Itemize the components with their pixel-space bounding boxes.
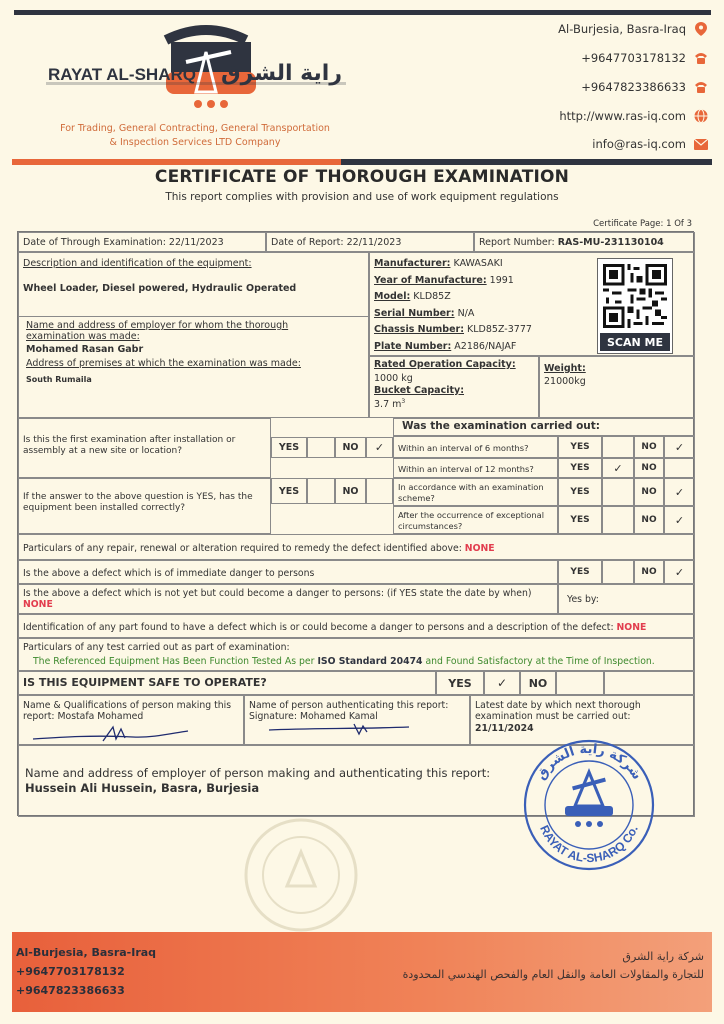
maker-signature (23, 723, 193, 745)
contact-email[interactable]: info@ras-iq.com (592, 137, 708, 151)
auth-employer-label: Name and address of employer of person making and authenticating this report: (25, 766, 491, 780)
premises-label: Address of premises at which the examination was made: (26, 358, 301, 369)
exam-date: Date of Through Examination: 22/11/2023 (18, 232, 266, 252)
footer-contacts (16, 943, 156, 1000)
first-exam-no[interactable]: NO (335, 437, 366, 458)
authenticator-cell (244, 695, 470, 745)
next-exam-label: Latest date by which next thorough examination must be carried out: (475, 700, 641, 722)
footer-phone-2: +9647823386633 (16, 984, 125, 997)
installed-no-box[interactable] (366, 478, 393, 504)
scan-me-label: SCAN ME (600, 333, 670, 351)
capacity-value: 1000 kg (374, 373, 413, 384)
installed-no[interactable]: NO (335, 478, 366, 504)
scheme-yes[interactable]: YES (558, 478, 602, 506)
contact-address: Al-Burjesia, Basra-Iraq (558, 22, 708, 36)
immediate-no-check[interactable]: ✓ (664, 560, 695, 584)
chassis-number: Chassis Number: KLD85Z-3777 (374, 324, 532, 336)
immediate-yes-box[interactable] (602, 560, 634, 584)
first-exam-yes-box[interactable] (307, 437, 335, 458)
weight-value: 21000kg (544, 376, 586, 387)
future-danger-question: Is the above a defect which is not yet but could become a danger to persons: (if YES state the date by when) NONE (18, 584, 558, 614)
interval-6-question: Within an interval of 6 months? (393, 436, 558, 458)
tagline: For Trading, General Contracting, General Transportation & Inspection Services LTD Company (60, 123, 330, 148)
exceptional-no-check[interactable]: ✓ (664, 506, 695, 534)
phone-icon (694, 51, 708, 65)
immediate-yes[interactable]: YES (558, 560, 602, 584)
auth-employer-value: Hussein Ali Hussein, Basra, Burjesia (25, 781, 260, 795)
employer-value: Mohamed Rasan Gabr (26, 344, 144, 355)
contact-website[interactable]: http://www.ras-iq.com (559, 109, 708, 123)
tests-row: Particulars of any test carried out as part of examination: The Referenced Equipment Has Been Function Tested As per ISO Standard 20474 and Found Satisfactory at the Time of Inspection. (18, 638, 695, 671)
company-logo (46, 22, 346, 118)
safe-no[interactable]: NO (520, 671, 556, 695)
brand-ar: راية الشرق (220, 61, 342, 86)
exceptional-yes[interactable]: YES (558, 506, 602, 534)
serial-number: Serial Number: N/A (374, 307, 475, 319)
company-stamp (520, 738, 658, 872)
yes-by: Yes by: (558, 584, 695, 614)
installed-yes-box[interactable] (307, 478, 335, 504)
auth-signature (249, 722, 419, 736)
certificate-title: CERTIFICATE OF THOROUGH EXAMINATION (154, 167, 570, 187)
interval-6-yes[interactable]: YES (558, 436, 602, 458)
repair-value: NONE (464, 543, 495, 554)
footer-phone-1: +9647703178132 (16, 965, 125, 978)
repair-row: Particulars of any repair, renewal or alteration required to remedy the defect identified above: NONE (18, 534, 695, 560)
immediate-no[interactable]: NO (634, 560, 664, 584)
watermark-seal (232, 816, 370, 934)
interval-6-no-check[interactable]: ✓ (664, 436, 695, 458)
svg-text:شركة راية الشرق (534, 742, 645, 783)
certificate-page: Certificate Page: 1 Of 3 (593, 219, 692, 229)
globe-icon (694, 109, 708, 123)
safe-no-box[interactable] (556, 671, 604, 695)
brand-en: RAYAT AL-SHARQ (48, 65, 196, 84)
plate-number: Plate Number: A2186/NAJAF (374, 340, 517, 352)
scheme-question: In accordance with an examination scheme? (393, 478, 558, 506)
installed-yes[interactable]: YES (271, 478, 307, 504)
next-exam-date: 21/11/2024 (475, 723, 534, 734)
report-number: Report Number: RAS-MU-231130104 (474, 232, 695, 252)
maker-label: Name & Qualifications of person making this report: Mostafa Mohamed (23, 700, 232, 722)
header-divider (12, 159, 712, 165)
parts-value: NONE (616, 622, 647, 633)
mail-icon (694, 137, 708, 151)
interval-heading: Was the examination carried out: (393, 418, 695, 436)
exceptional-no[interactable]: NO (634, 506, 664, 534)
examination-form (17, 231, 694, 816)
scheme-no[interactable]: NO (634, 478, 664, 506)
bucket-value: 3.7 $m^3$ (374, 398, 406, 411)
top-bar (14, 10, 711, 15)
auth-signature-label: Signature: Mohamed Kamal (249, 711, 378, 722)
weight-cell: Weight: 21000kg (539, 356, 695, 418)
contact-phone-2[interactable]: +9647823386633 (581, 80, 708, 94)
tests-value: The Referenced Equipment Has Been Function Tested As per ISO Standard 20474 and Found Satisfactory at the Time of Inspection. (33, 656, 655, 667)
interval-12-yes-check[interactable]: ✓ (602, 458, 634, 478)
first-exam-no-check[interactable]: ✓ (366, 437, 393, 458)
immediate-danger-question: Is the above a defect which is of immediate danger to persons (18, 560, 558, 584)
safe-yes[interactable]: YES (436, 671, 484, 695)
phone-icon (694, 80, 708, 94)
safe-yes-check[interactable]: ✓ (484, 671, 520, 695)
model: Model: KLD85Z (374, 291, 451, 303)
contact-phone-1[interactable]: +9647703178132 (581, 51, 708, 65)
safe-question: IS THIS EQUIPMENT SAFE TO OPERATE? (18, 671, 436, 695)
future-value: NONE (23, 599, 53, 610)
first-exam-question: Is this the first examination after installation or assembly at a new site or location? (18, 418, 271, 478)
location-icon (694, 22, 708, 36)
interval-6-no[interactable]: NO (634, 436, 664, 458)
qr-code-icon[interactable] (603, 264, 667, 328)
interval-12-yes[interactable]: YES (558, 458, 602, 478)
stamp-en: RAYAT AL-SHARQ Co. (537, 823, 641, 866)
maker-cell (18, 695, 244, 745)
premises-value: South Rumaila (26, 375, 92, 384)
exceptional-yes-box[interactable] (602, 506, 634, 534)
interval-6-yes-box[interactable] (602, 436, 634, 458)
manufacturer: Manufacturer: KAWASAKI (374, 258, 503, 269)
desc-value: Wheel Loader, Diesel powered, Hydraulic Operated (23, 283, 297, 294)
scheme-yes-box[interactable] (602, 478, 634, 506)
footer-address: Al-Burjesia, Basra-Iraq (16, 946, 157, 959)
capacity-cell: Rated Operation Capacity: 1000 kg Bucket Capacity: 3.7 $m^3$ (369, 356, 539, 418)
interval-12-no[interactable]: NO (634, 458, 664, 478)
report-date: Date of Report: 22/11/2023 (266, 232, 474, 252)
stamp-ar: شركة راية الشرق (533, 741, 645, 783)
interval-12-no-box[interactable] (664, 458, 695, 478)
first-exam-yes[interactable]: YES (271, 437, 307, 458)
scheme-no-check[interactable]: ✓ (664, 478, 695, 506)
installed-correctly-question: If the answer to the above question is YES, has the equipment been installed correctly? (18, 478, 271, 534)
footer-company-ar: شركة راية الشرق للتجارة والمقاولات العامة والنقل العام والفحص الهندسي المحدودة (402, 950, 704, 981)
employer-label: Name and address of employer for whom the thorough examination was made: (26, 320, 289, 342)
auth-label: Name of person authenticating this report: (249, 700, 449, 711)
interval-12-question: Within an interval of 12 months? (393, 458, 558, 478)
desc-label: Description and identification of the equipment: (23, 258, 252, 269)
parts-row: Identification of any part found to have a defect which is or could become a danger to persons and a description of the defect: NONE (18, 614, 695, 638)
exceptional-question: After the occurrence of exceptional circumstances? (393, 506, 558, 534)
certificate-subtitle: This report complies with provision and use of work equipment regulations (165, 191, 559, 203)
year-of-manufacture: Year of Manufacture: 1991 (374, 274, 514, 286)
